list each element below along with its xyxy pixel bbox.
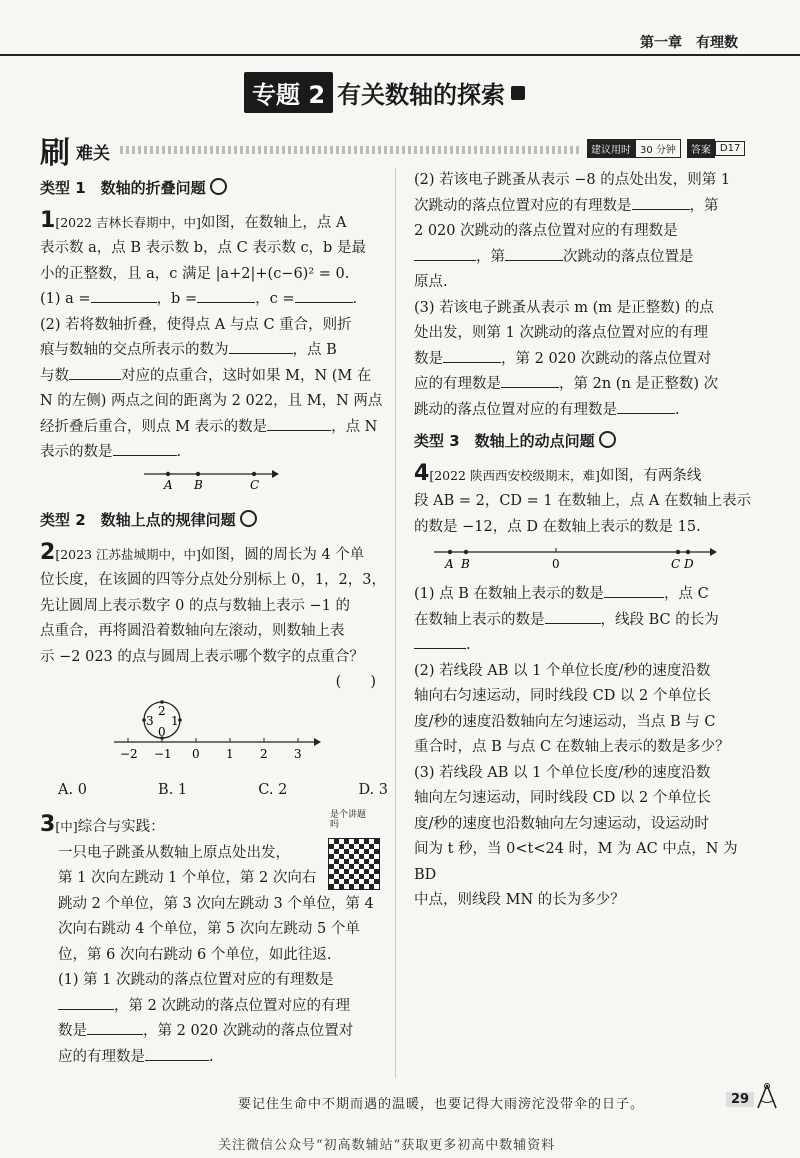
tick-label: 1: [226, 747, 234, 761]
axis-label-a: A: [164, 478, 173, 490]
q1-p2-2: [40, 338, 390, 364]
tick-label: −2: [120, 747, 138, 761]
q1-text-3: 小的正整数，且 a，c 满足 |a+2|+(c−6)² = 0.: [40, 265, 350, 282]
q4-p2-1: (2) 若线段 AB 以 1 个单位长度/秒的速度沿数: [414, 662, 711, 679]
q3-p2-2a: 次跳动的落点位置对应的有理数是: [414, 197, 632, 214]
answer-blank[interactable]: [197, 288, 255, 303]
q1-p2-6-text: 表示的数是: [40, 444, 113, 460]
q3-p3-4a: 应的有理数是: [414, 376, 501, 392]
q1-p2-2b: ，点 B: [292, 342, 337, 358]
q3-p1-3b: ，第 2 020 次跳动的落点位置对: [143, 1023, 354, 1039]
answer-blank[interactable]: [69, 365, 121, 380]
q1-p2-3b: 对应的点重合，这时如果 M，N (M 在: [121, 367, 372, 384]
q3-p3-5: 跳动的落点位置对应的有理数是 .: [414, 398, 764, 424]
answer-blank[interactable]: [414, 634, 466, 649]
section-brush-char: 刷: [40, 136, 70, 171]
q3-p2-2: [414, 194, 764, 220]
q3-p1-2: [40, 994, 390, 1020]
q1-p2-3: [40, 364, 390, 390]
tick-label: −1: [154, 747, 172, 761]
q3-p3-4: [414, 372, 764, 398]
axis-label-c: C: [671, 557, 681, 571]
answer-blank[interactable]: [87, 1020, 143, 1035]
q1-p2-2a: 痕与数轴的交点所表示的数为: [40, 342, 229, 358]
axis-label-b: B: [194, 478, 203, 490]
answer-blank[interactable]: [414, 246, 476, 261]
option-a[interactable]: A. 0: [58, 782, 87, 798]
q2-figure: [110, 698, 324, 770]
circle-label-top: 2: [158, 704, 166, 718]
q4-p3-3: 度/秒的速度也沿数轴向左匀速运动，设运动时: [414, 815, 709, 832]
type2-text: 类型 2 数轴上点的规律问题: [40, 511, 236, 529]
answer-blank[interactable]: [295, 288, 353, 303]
q3-p3-3b: ，第 2 020 次跳动的落点位置对: [501, 350, 712, 367]
answer-label: 答案: [687, 139, 715, 158]
q3-p3-3: [414, 347, 764, 373]
option-c[interactable]: C. 2: [258, 782, 288, 798]
q1-p1-c: ，c =: [255, 291, 295, 307]
tick-label: 2: [260, 747, 268, 761]
q1-number-line: [140, 466, 280, 490]
q4-p1-1: [414, 582, 764, 608]
section-label: 难关: [76, 144, 110, 164]
q3-p3-1: (3) 若该电子跳蚤从表示 m (m 是正整数) 的点: [414, 299, 714, 316]
circle-label-right: 1: [171, 714, 179, 728]
q4-text-1: 如图，有两条线: [599, 467, 702, 484]
q3-p3-5-text: 跳动的落点位置对应的有理数是: [414, 401, 617, 418]
q3-text-3: 跳动 2 个单位，第 3 次向左跳动 3 个单位，第 4: [58, 895, 374, 912]
type1-text: 类型 1 数轴的折叠问题: [40, 179, 206, 197]
answer-blank[interactable]: [545, 609, 601, 624]
axis-label-b: B: [461, 557, 470, 571]
q1-number: 1: [40, 207, 56, 233]
q1-p2-4: N 的左侧) 两点之间的距离为 2 022，且 M，N 两点: [40, 393, 383, 409]
q3-source: [中]: [55, 819, 78, 834]
pen-icon: [240, 510, 257, 527]
q4-p1-1b: ，点 C: [664, 586, 709, 602]
answer-blank[interactable]: [91, 288, 157, 303]
q1-p1-b: ，b =: [156, 291, 198, 307]
answer-blank[interactable]: [632, 195, 690, 210]
q3-p1-1: (1) 第 1 次跳动的落点位置对应的有理数是: [58, 972, 334, 988]
q3-p2-4a: ，第: [476, 248, 505, 265]
q3-p1-2-text: ，第 2 次跳动的落点位置对应的有理: [114, 997, 350, 1014]
answer-blank[interactable]: [145, 1046, 209, 1061]
q3-p3-2: 处出发，则第 1 次跳动的落点位置对应的有理: [414, 325, 708, 341]
right-column-2: [414, 582, 764, 914]
q1-part1: (1) a = ，b = ，c = .: [40, 287, 390, 313]
answer-blank[interactable]: [617, 399, 675, 414]
section-divider: [120, 146, 580, 154]
answer-blank[interactable]: [501, 373, 559, 388]
q4-p3-2: 轴向左匀速运动，同时线段 CD 以 2 个单位长: [414, 790, 711, 806]
compass-icon: [754, 1082, 780, 1110]
q3-number: 3: [40, 812, 56, 837]
answer-blank[interactable]: [267, 416, 331, 431]
time-value: 30 分钟: [635, 139, 681, 158]
q1-text-2: 表示数 a，点 B 表示数 b，点 C 表示数 c，b 是最: [40, 240, 366, 256]
q2-text-5: 示 −2 023 的点与圆周上表示哪个数字的点重合？: [40, 648, 364, 665]
topic-text: 有关数轴的探索: [337, 81, 506, 109]
q2-text-1: 如图，圆的周长为 4 个单: [200, 546, 365, 563]
q1-line1: [40, 208, 390, 237]
circle-label-bottom: 0: [158, 725, 166, 739]
q1-p2-5a: 经折叠后重合，则点 M 表示的数是: [40, 418, 268, 435]
topic-title: [244, 72, 525, 113]
axis-label-origin: 0: [552, 557, 560, 571]
option-b[interactable]: B. 1: [158, 782, 188, 798]
axis-label-c: C: [250, 478, 260, 490]
q4-p1-3: .: [414, 633, 764, 659]
type3-heading: [414, 429, 764, 455]
q4-p2-2: 轴向右匀速运动，同时线段 CD 以 2 个单位长: [414, 688, 711, 704]
type2-heading: [40, 508, 390, 534]
q4-p3-4: 间为 t 秒，当 0<t<24 时，M 为 AC 中点，N 为 BD: [414, 841, 738, 883]
answer-blank[interactable]: [229, 339, 293, 354]
left-column-2: [40, 508, 390, 696]
answer-blank[interactable]: [113, 441, 177, 456]
q3-p2-2b: ，第: [689, 197, 719, 214]
q3-p1-3: [40, 1019, 390, 1045]
page-number: 29: [726, 1092, 754, 1107]
q1-p2-6: 表示的数是 .: [40, 440, 390, 466]
q3-p1-4: 应的有理数是 .: [40, 1045, 390, 1071]
chapter-title: 第一章 有理数: [640, 35, 738, 51]
q2-source: [2023 江苏盐城期中，中]: [55, 546, 201, 562]
time-answer-tags: [587, 139, 751, 158]
q1-source: [2022 吉林长春期中，中]: [55, 214, 201, 230]
pen-icon: [599, 431, 616, 448]
type3-text: 类型 3 数轴上的动点问题: [414, 432, 595, 450]
q4-text-3: 的数是 −12，点 D 在数轴上表示的数是 15.: [414, 518, 701, 535]
q4-text-2: 段 AB = 2，CD = 1 在数轴上，点 A 在数轴上表示: [414, 493, 751, 509]
axis-label-d: D: [684, 557, 694, 571]
q3-p3-4b: ，第 2n (n 是正整数) 次: [559, 376, 719, 392]
answer-blank[interactable]: [443, 348, 501, 363]
q3-p2-4: [414, 245, 764, 271]
left-column-3: [40, 812, 390, 1070]
q1-p2-3a: 与数: [40, 367, 69, 384]
bottom-notice: 关注微信公众号“初高数辅站”获取更多初高中数辅资料: [218, 1138, 556, 1153]
column-divider: [395, 168, 396, 1078]
time-label: 建议用时: [587, 139, 635, 158]
q1-p2-5b: ，点 N: [331, 418, 378, 435]
q4-p3-1: (3) 若线段 AB 以 1 个单位长度/秒的速度沿数: [414, 764, 711, 781]
left-column: [40, 176, 390, 466]
answer-blank[interactable]: [58, 995, 114, 1010]
q2-answer-paren[interactable]: ( ): [335, 674, 376, 690]
answer-blank[interactable]: [604, 583, 664, 598]
q3-p1-3a: 数是: [58, 1023, 87, 1039]
answer-value: D17: [715, 141, 745, 156]
q4-p1-2b: ，线段 BC 的长为: [600, 611, 719, 628]
pen-icon: [210, 178, 227, 195]
q3-p2-1: (2) 若该电子跳蚤从表示 −8 的点处出发，则第 1: [414, 172, 731, 188]
q2-options: [58, 778, 388, 804]
q4-p1-2: [414, 608, 764, 634]
q3-p2-4b: 次跳动的落点位置是: [563, 248, 694, 265]
q4-number-line: [430, 544, 720, 574]
q2-text-2: 位长度，在该圆的四等分点处分别标上 0，1，2，3，: [40, 572, 387, 588]
qr-caption: 是个讲题吗: [330, 810, 367, 830]
q3-text-5: 位，第 6 次向右跳动 6 个单位，如此往返.: [58, 946, 332, 963]
footer-quote: 要记住生命中不期而遇的温暖，也要记得大雨滂沱没带伞的日子。: [238, 1097, 645, 1112]
q2-line1: [40, 540, 390, 569]
q1-p2-5: [40, 415, 390, 441]
type1-heading: [40, 176, 390, 202]
q2-text-4: 点重合，再将圆沿着数轴向左滚动，则数轴上表: [40, 623, 345, 639]
puzzle-icon: [511, 86, 525, 100]
q3-text-1: 一只电子跳蚤从数轴上原点处出发，: [58, 844, 290, 861]
q3-p3-3a: 数是: [414, 350, 443, 367]
q4-line1: [414, 461, 764, 490]
q4-source: [2022 陕西西安校级期末，难]: [429, 467, 600, 483]
q1-p1-a: (1) a =: [40, 291, 91, 307]
q2-number: 2: [40, 539, 56, 565]
q4-number: 4: [414, 460, 430, 486]
q3-text-2: 第 1 次向左跳动 1 个单位，第 2 次向右: [58, 870, 317, 886]
topic-badge: 专题 2: [244, 72, 333, 113]
answer-blank[interactable]: [505, 246, 563, 261]
q2-text-3: 先让圆周上表示数字 0 的点与数轴上表示 −1 的: [40, 597, 351, 614]
axis-label-a: A: [445, 557, 454, 571]
q1-p2-1: (2) 若将数轴折叠，使得点 A 与点 C 重合，则折: [40, 316, 352, 333]
circle-label-left: 3: [146, 714, 154, 728]
option-d[interactable]: D. 3: [358, 782, 388, 798]
q3-p1-4-text: 应的有理数是: [58, 1048, 145, 1065]
tick-label: 0: [192, 747, 200, 761]
right-column: [414, 168, 764, 540]
tick-label: 3: [294, 747, 302, 761]
q3-head: 综合与实践：: [77, 819, 165, 835]
q4-p2-4: 重合时，点 B 与点 C 在数轴上表示的数是多少？: [414, 739, 730, 755]
q3-p2-5: 原点.: [414, 274, 448, 290]
q4-p1-1a: (1) 点 B 在数轴上表示的数是: [414, 586, 605, 602]
header-rule: [0, 54, 800, 56]
q1-text-1: 如图，在数轴上，点 A: [200, 214, 347, 231]
q3-line1: [40, 812, 390, 841]
q4-p1-2a: 在数轴上表示的数是: [414, 611, 545, 628]
q3-text-4: 次向右跳动 4 个单位，第 5 次向左跳动 5 个单: [58, 921, 360, 937]
q4-p3-5: 中点，则线段 MN 的长为多少？: [414, 892, 625, 908]
q4-p2-3: 度/秒的速度沿数轴向左匀速运动，当点 B 与 C: [414, 713, 716, 730]
q3-p2-3: 2 020 次跳动的落点位置对应的有理数是: [414, 223, 678, 239]
